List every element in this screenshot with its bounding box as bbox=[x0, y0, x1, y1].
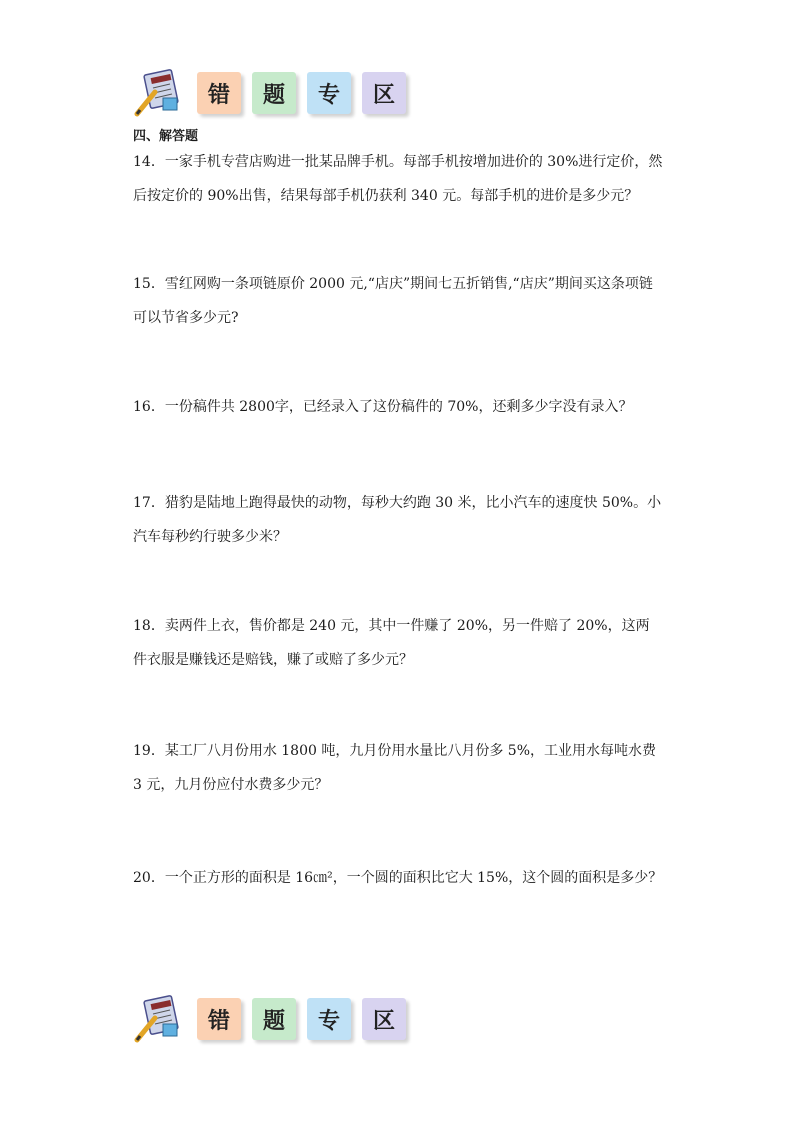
banner-tile-3: 专 bbox=[307, 72, 351, 114]
error-zone-banner-bottom bbox=[133, 994, 417, 1044]
banner-tile-1: 错 bbox=[197, 998, 241, 1040]
banner-tile-3: 专 bbox=[307, 998, 351, 1040]
section-heading: 四、解答题 bbox=[133, 129, 199, 144]
banner-tile-4: 区 bbox=[362, 72, 406, 114]
question-18: 18．卖两件上衣，售价都是 240 元，其中一件赚了 20%，另一件赔了 20%，这两件衣服是赚钱还是赔钱，赚了或赔了多少元？ bbox=[133, 618, 650, 668]
error-zone-banner-top bbox=[133, 68, 417, 118]
question-19: 19．某工厂八月份用水 1800 吨，九月份用水量比八月份多 5%，工业用水每吨水费 3 元，九月份应付水费多少元？ bbox=[133, 743, 657, 793]
question-16: 16．一份稿件共 2800字，已经录入了这份稿件的 70%，还剩多少字没有录入？ bbox=[133, 399, 633, 415]
question-17: 17．猎豹是陆地上跑得最快的动物，每秒大约跑 30 米，比小汽车的速度快 50%。小汽车每秒约行驶多少米？ bbox=[133, 495, 662, 545]
question-15: 15．雪红网购一条项链原价 2000 元,“店庆”期间七五折销售,“店庆”期间买这条项链可以节省多少元? bbox=[133, 276, 653, 326]
notebook-pencil-icon bbox=[133, 994, 185, 1044]
banner-tile-2: 题 bbox=[252, 72, 296, 114]
question-20: 20．一个正方形的面积是 16㎝²，一个圆的面积比它大 15%，这个圆的面积是多少？ bbox=[133, 870, 663, 886]
banner-tile-4: 区 bbox=[362, 998, 406, 1040]
banner-tile-2: 题 bbox=[252, 998, 296, 1040]
question-14: 14．一家手机专营店购进一批某品牌手机。每部手机按增加进价的 30%进行定价，然后按定价的 90%出售，结果每部手机仍获利 340 元。每部手机的进价是多少元？ bbox=[133, 154, 663, 204]
banner-tile-1: 错 bbox=[197, 72, 241, 114]
notebook-pencil-icon bbox=[133, 68, 185, 118]
